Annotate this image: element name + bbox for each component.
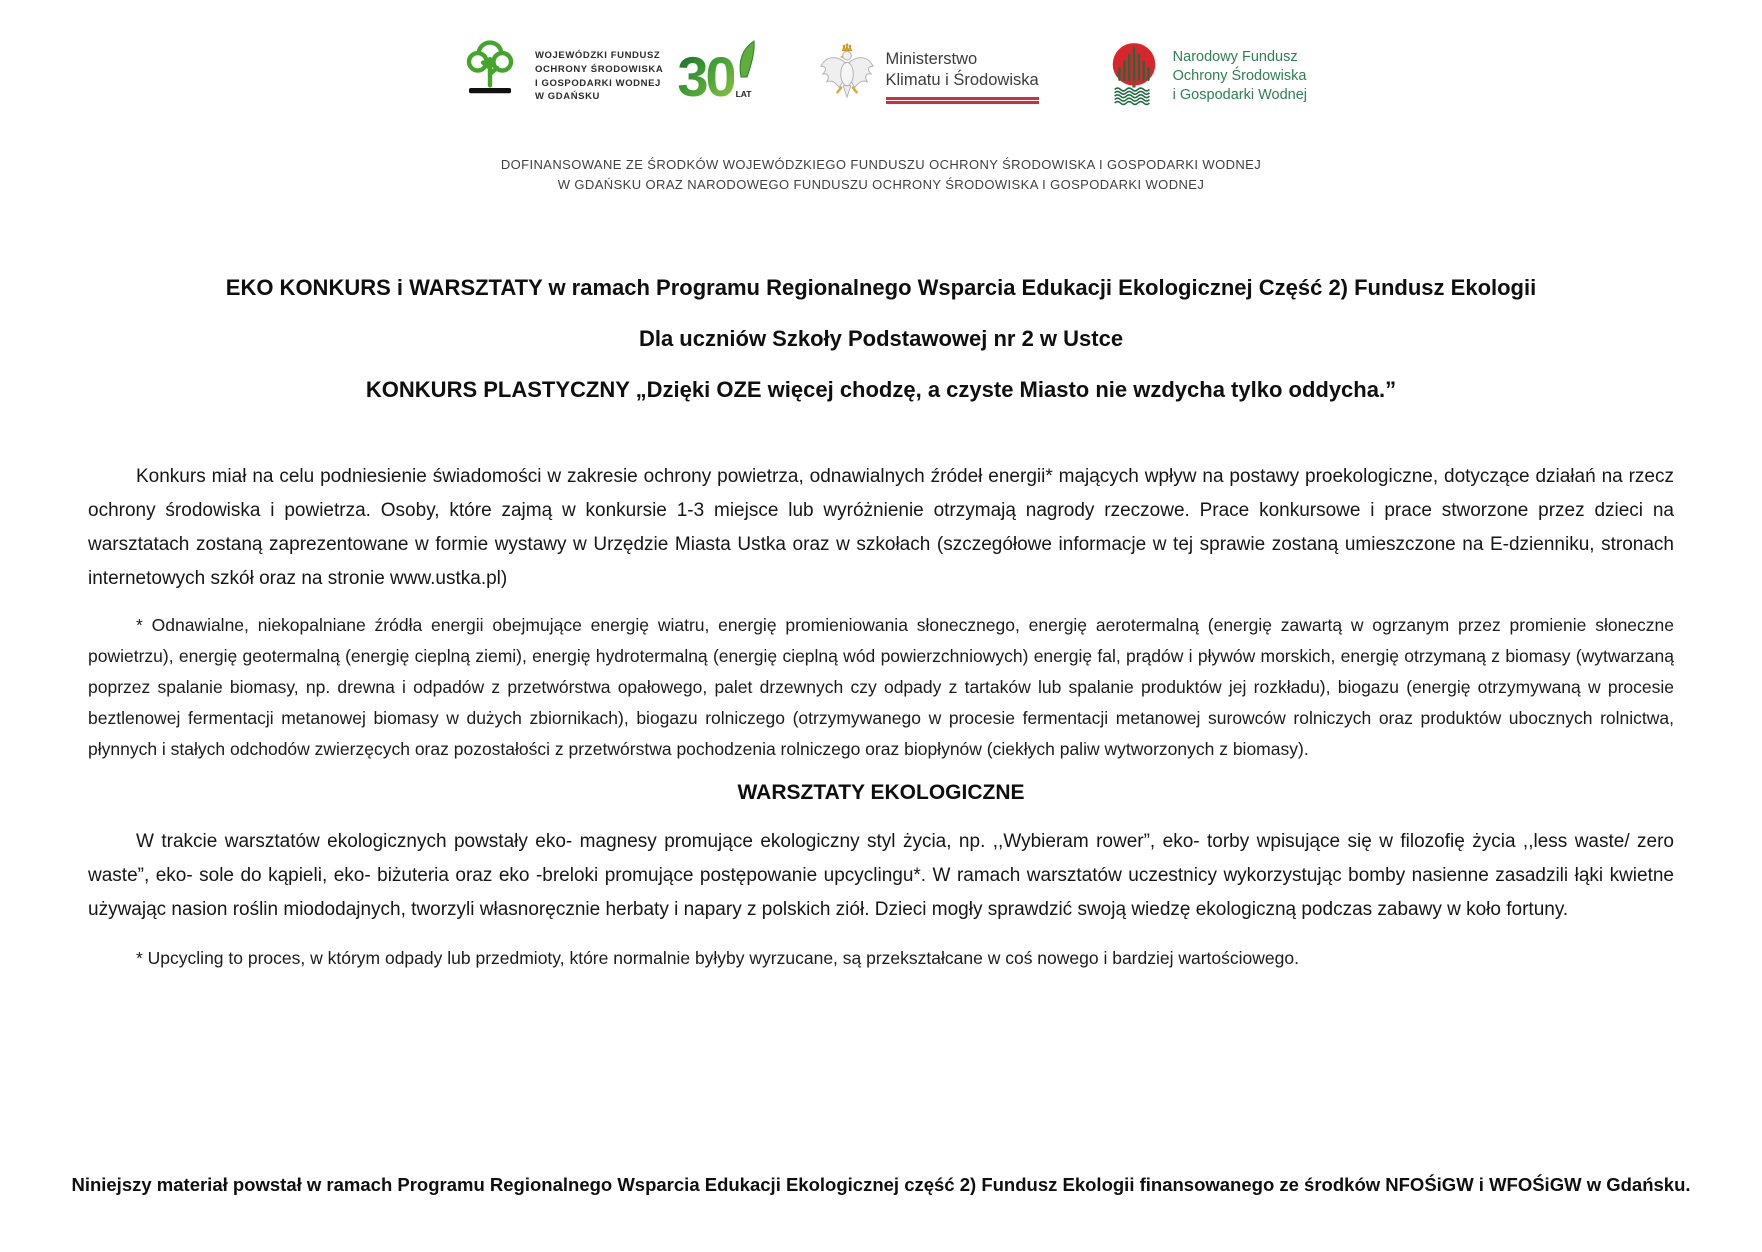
wfosigw-name-line: W GDAŃSKU [534,91,601,103]
wfosigw-name-line: WOJEWÓDZKI FUNDUSZ [534,49,661,61]
anniversary-number: 30 [677,44,734,108]
funding-statement-line1: DOFINANSOWANE ZE ŚRODKÓW WOJEWÓDZKIEGO FUNDUSZU OCHRONY ŚRODOWISKA I GOSPODARKI WODNEJ [500,157,1262,172]
footer-funding-note: Niniejszy materiał powstał w ramach Programu Regionalnego Wsparcia Edukacji Ekologicznej część 2) Fundusz Ekologii finansowanego ze środków NFOŚiGW i WFOŚiGW w Gdańsku. [71,1174,1691,1195]
wfosigw-name-line: I GOSPODARKI WODNEJ [534,77,661,89]
paragraph-workshops: W trakcie warsztatów ekologicznych powstały eko- magnesy promujące ekologiczny styl życia, np. ,,Wybieram rower”, eko- torby wpisujące się w filozofię życia ,,less waste/ zero waste”, eko- sole do kąpieli, eko- biżuteria oraz eko -breloki promujące postępowanie upcyclingu*. W ramach warsztatów uczestnicy wykorzystując bomby nasienne zasadzili łąki kwietne używając nasion roślin miododajnych, tworzyli własnoręcznie herbaty i napary z polskich ziół. Dzieci mogły sprawdzić swoją wiedzę ekologiczną podczas zabawy w koło fortuny. [88,831,1674,920]
wfosigw-logo-text [535,49,663,104]
nfosigw-name-line: i Gospodarki Wodnej [1172,86,1307,103]
subtitle-school: Dla uczniów Szkoły Podstawowej nr 2 w Ustce [638,326,1124,351]
polish-eagle-icon [818,43,876,110]
ministry-name-line: Ministerstwo [885,49,978,68]
30-lat-anniversary-mark [677,44,752,108]
wfosigw-gdansk-logo [455,36,752,117]
paragraph-contest: Konkurs miał na celu podniesienie świadomości w zakresie ochrony powietrza, odnawialnych źródeł energii* mających wpływ na postawy proekologiczne, dotyczące działań na rzecz ochrony środowiska i powietrza. Osoby, które zajmą w konkursie 1-3 miejsce lub wyróżnienie otrzymają nagrody rzeczowe. Prace konkursowe i prace stworzone przez dzieci na warsztatach zostaną zaprezentowane w formie wystawy w Urzędzie Miasta Ustka oraz w szkołach (szczegółowe informacje w tej sprawie zostaną umieszczone na E-dzienniku, stronach internetowych szkół oraz na stronie www.ustka.pl) [88,466,1674,589]
ministry-name [886,49,1039,90]
document-body [0,460,1762,974]
leaf-icon [732,39,758,84]
funding-statement-line2: W GDAŃSKU ORAZ NARODOWEGO FUNDUSZU OCHRONY ŚRODOWISKA I GOSPODARKI WODNEJ [557,176,1205,192]
footnote-renewable-energy: * Odnawialne, niekopalniane źródła energii obejmujące energię wiatru, energię promieniowania słonecznego, energię aerotermalną (energię zawartą w ogrzanym przez promienie słoneczne powietrzu), energię geotermalną (energię cieplną ziemi), energię hydrotermalną (energię cieplną wód powierzchniowych) energię fal, prądów i pływów morskich, energię otrzymaną z biomasy (wytwarzaną poprzez spalanie biomasy, np. drewna i odpadów z przetwórstwa opałowego, palet drzewnych czy odpady z tartaków lub spalanie produktów jej rozkładu), biogazu (energię otrzymywaną w procesie beztlenowej fermentacji metanowej biomasy w dużych zbiornikach), biogazu rolniczego (otrzymywanego w procesie fermentacji metanowej surowców rolniczych oraz produktów ubocznych rolnictwa, płynnych i stałych odchodów zwierzęcych oraz pozostałości z przetwórstwa pochodzenia rolniczego oraz biopłynów (ciekłych paliw wytworzonych z biomasy). [88,615,1674,759]
ministry-name-line: Klimatu i Środowiska [885,70,1039,89]
logo-header [0,0,1762,117]
nfosigw-logo [1105,41,1307,112]
red-circle-tree-icon [1105,41,1163,112]
ministry-climate-logo [818,43,1039,110]
anniversary-unit: LAT [735,88,752,99]
nfosigw-name-line: Narodowy Fundusz [1172,49,1298,66]
subtitle-contest: KONKURS PLASTYCZNY „Dzięki OZE więcej chodzę, a czyste Miasto nie wzdycha tylko oddycha.” [365,377,1397,402]
red-white-red-rule [886,97,1039,104]
ministry-logo-text-block [886,49,1039,104]
nfosigw-name-line: Ochrony Środowiska [1172,68,1307,85]
nfosigw-logo-text [1173,48,1307,105]
green-tree-icon [455,36,525,117]
document-titles [0,276,1762,402]
footnote-upcycling: * Upcycling to proces, w którym odpady lub przedmioty, które normalnie byłyby wyrzucane, są przekształcane w coś nowego i bardziej wartościowego. [136,948,1299,968]
section-title-workshops: WARSZTATY EKOLOGICZNE [737,781,1025,804]
main-title: EKO KONKURS i WARSZTATY w ramach Programu Regionalnego Wsparcia Edukacji Ekologicznej Część 2) Fundusz Ekologii [225,275,1537,300]
funding-statement [0,155,1762,194]
wfosigw-name-line: OCHRONY ŚRODOWISKA [534,63,664,75]
